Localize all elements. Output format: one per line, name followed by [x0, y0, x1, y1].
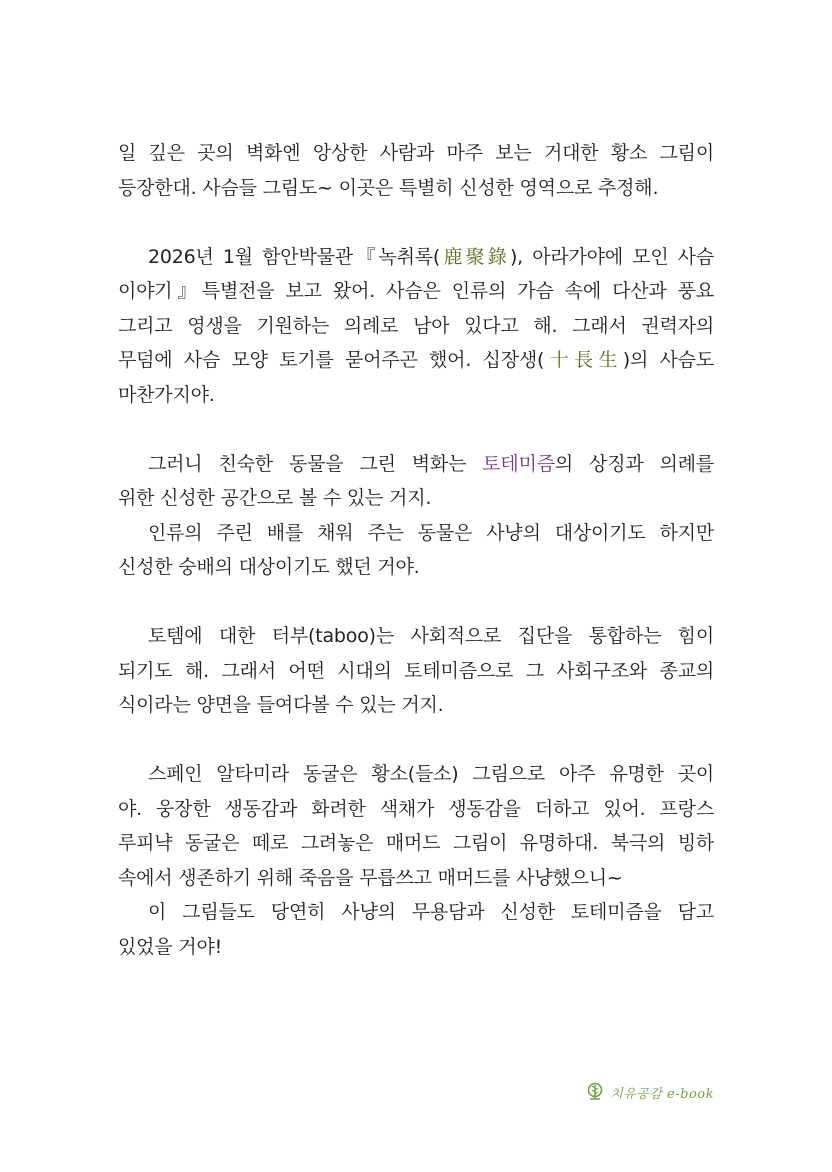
- text-line: 무덤에 사슴 모양 토기를 묻어주곤 했어. 십장생(十長生)의 사슴도: [118, 349, 714, 371]
- paragraph-gap: [118, 723, 714, 758]
- text-line: 되기도 해. 그래서 어떤 시대의 토테미즘으로 그 사회구조와 종교의: [118, 659, 714, 682]
- footer-logo: [585, 1082, 714, 1102]
- text-line: 마찬가지야.: [118, 383, 215, 406]
- text-line: 야. 웅장한 생동감과 화려한 색채가 생동감을 더하고 있어. 프랑스: [118, 797, 714, 820]
- paragraph-gap: [118, 205, 714, 240]
- document-body: [118, 136, 714, 964]
- leaf-tree-icon: [585, 1082, 605, 1102]
- text-line: 그러니 친숙한 동물을 그린 벽화는 토테미즘의 상징과 의례를: [148, 452, 714, 475]
- footer-logo-text: 치유공감 e-book: [610, 1086, 714, 1102]
- hanja-term: 鹿聚錄: [440, 245, 510, 268]
- text-line: 신성한 숭배의 대상이기도 했던 거야.: [118, 556, 420, 578]
- text-line: 인류의 주린 배를 채워 주는 동물은 사냥의 대상이기도 하지만: [148, 521, 714, 544]
- hanja-term: 十長生: [544, 349, 623, 371]
- highlight-term: 토테미즘: [482, 452, 555, 475]
- paragraph-gap: [118, 412, 714, 447]
- text-line: 루피냑 동굴은 떼로 그려놓은 매머드 그림이 유명하대. 북극의 빙하: [118, 832, 714, 854]
- text-line: 이야기』특별전을 보고 왔어. 사슴은 인류의 가슴 속에 다산과 풍요: [118, 280, 714, 302]
- text-line: 2026년 1월 함안박물관『녹취록(鹿聚錄), 아라가야에 모인 사슴: [148, 245, 714, 268]
- text-line: 등장한대. 사슴들 그림도~ 이곳은 특별히 신성한 영역으로 추정해.: [118, 176, 659, 199]
- text-line: 식이라는 양면을 들여다볼 수 있는 거지.: [118, 694, 444, 716]
- text-line: 속에서 생존하기 위해 죽음을 무릅쓰고 매머드를 사냥했으니~: [118, 866, 623, 889]
- text-line: 그리고 영생을 기원하는 의례로 남아 있다고 해. 그래서 권력자의: [118, 314, 714, 337]
- text-line: 있었을 거야!: [118, 935, 223, 958]
- text-line: 위한 신성한 공간으로 볼 수 있는 거지.: [118, 487, 432, 509]
- text-line: 이 그림들도 당연히 사냥의 무용담과 신성한 토테미즘을 담고: [148, 901, 714, 923]
- text-line: 일 깊은 곳의 벽화엔 앙상한 사람과 마주 보는 거대한 황소 그림이: [118, 142, 714, 164]
- paragraph-gap: [118, 585, 714, 620]
- text-line: 스페인 알타미라 동굴은 황소(들소) 그림으로 아주 유명한 곳이: [148, 763, 714, 785]
- text-line: 토템에 대한 터부(taboo)는 사회적으로 집단을 통합하는 힘이: [148, 625, 714, 647]
